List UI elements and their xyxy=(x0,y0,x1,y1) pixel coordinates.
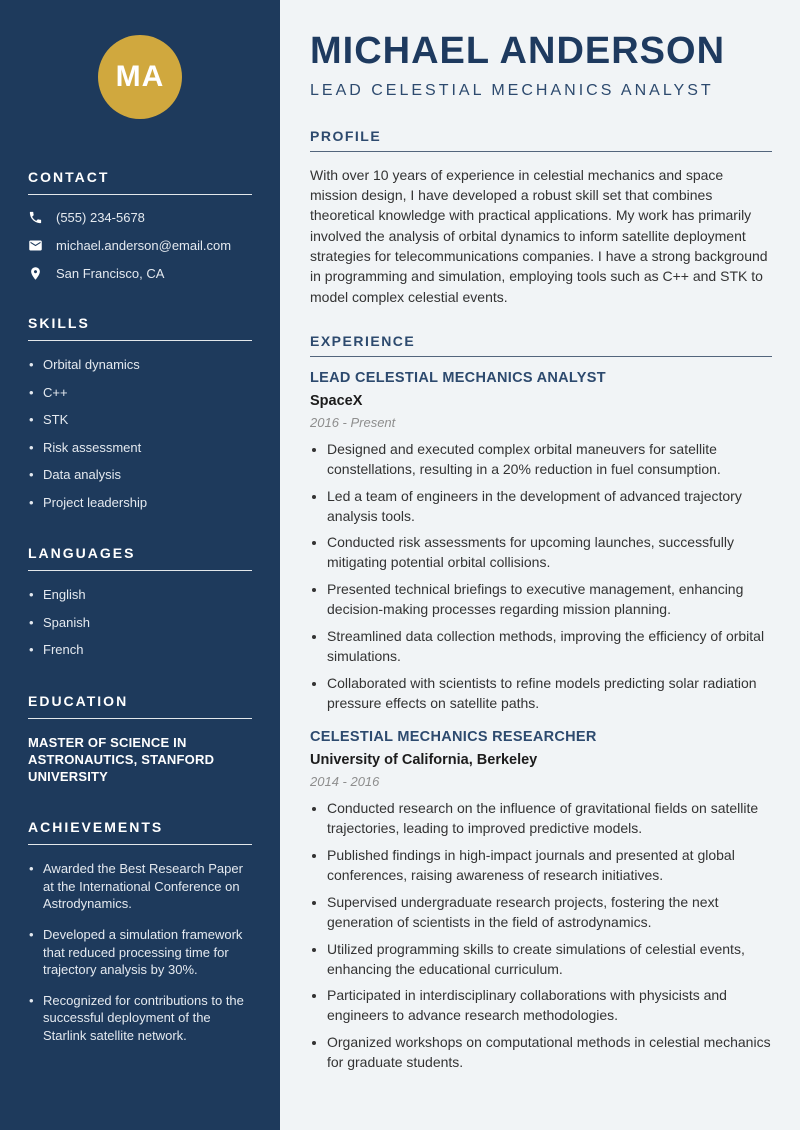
achievements-section xyxy=(28,819,252,1044)
experience-section xyxy=(310,333,772,1073)
bullet-item: • Streamlined data collection methods, improving the efficiency of orbital simulations. xyxy=(327,627,772,667)
bullet-item: • Published findings in high-impact journals and presented at global conferences, raising awareness of research initiatives. xyxy=(327,846,772,886)
skills-list xyxy=(28,356,252,511)
divider xyxy=(28,194,252,195)
experience-entry xyxy=(310,729,772,1073)
bullet-item: • Organized workshops on computational methods in celestial mechanics for graduate students. xyxy=(327,1033,772,1073)
bullet-item: • Collaborated with scientists to refine models predicting solar radiation pressure effects on satellite paths. xyxy=(327,674,772,714)
experience-entry xyxy=(310,370,772,714)
profile-section xyxy=(310,128,772,307)
location-icon xyxy=(28,266,43,281)
languages-list xyxy=(28,586,252,659)
languages-heading: LANGUAGES xyxy=(28,545,136,562)
list-item: • C++ xyxy=(28,384,252,402)
bullet-item: • Conducted risk assessments for upcoming launches, successfully mitigating potential orbital collisions. xyxy=(327,533,772,573)
list-item: • Developed a simulation framework that reduced processing time for trajectory analysis by 30%. xyxy=(28,926,252,979)
skills-section xyxy=(28,315,252,511)
job-title: LEAD CELESTIAL MECHANICS ANALYST xyxy=(310,369,606,386)
list-item: • Orbital dynamics xyxy=(28,356,252,374)
date-range: 2016 - Present xyxy=(310,414,396,430)
page-title: MICHAEL ANDERSON xyxy=(310,30,726,72)
main-content xyxy=(280,0,800,1130)
job-title: CELESTIAL MECHANICS RESEARCHER xyxy=(310,729,597,746)
bullet-item: • Supervised undergraduate research projects, fostering the next generation of scientists in the field of astrodynamics. xyxy=(327,893,772,933)
contact-heading: CONTACT xyxy=(28,169,110,185)
contact-location-row xyxy=(28,266,252,281)
list-item: • Data analysis xyxy=(28,466,252,484)
achievements-list xyxy=(28,860,252,1044)
contact-location-text: San Francisco, CA xyxy=(56,266,165,281)
experience-heading: EXPERIENCE xyxy=(310,332,416,349)
languages-section xyxy=(28,545,252,659)
bullet-item: • Designed and executed complex orbital maneuvers for satellite constellations, resulting in a 20% reduction in fuel consumption. xyxy=(327,440,772,480)
list-item: • French xyxy=(28,641,252,659)
list-item: • English xyxy=(28,586,252,604)
email-icon xyxy=(28,238,43,253)
list-item: • STK xyxy=(28,411,252,429)
divider xyxy=(310,356,772,357)
avatar xyxy=(98,35,182,119)
divider xyxy=(28,570,252,571)
company-name: University of California, Berkeley xyxy=(310,752,538,769)
education-degree: MASTER OF SCIENCE IN ASTRONAUTICS, STANFORD UNIVERSITY xyxy=(28,734,215,785)
job-subtitle: LEAD CELESTIAL MECHANICS ANALYST xyxy=(310,81,714,99)
education-section xyxy=(28,693,252,785)
achievements-heading: ACHIEVEMENTS xyxy=(28,819,164,836)
contact-email-text: michael.anderson@email.com xyxy=(56,238,232,253)
bullet-item: • Utilized programming skills to create simulations of celestial events, enhancing the educational curriculum. xyxy=(327,940,772,980)
divider xyxy=(28,340,252,341)
contact-email-row xyxy=(28,238,252,253)
avatar-initials: MA xyxy=(115,60,165,93)
list-item: • Project leadership xyxy=(28,494,252,512)
list-item: • Spanish xyxy=(28,614,252,632)
education-heading: EDUCATION xyxy=(28,692,129,709)
job-bullets xyxy=(310,440,772,714)
list-item: • Awarded the Best Research Paper at the International Conference on Astrodynamics. xyxy=(28,860,252,913)
divider xyxy=(28,718,252,719)
contact-phone-text: (555) 234-5678 xyxy=(56,210,145,225)
job-bullets xyxy=(310,799,772,1073)
bullet-item: • Participated in interdisciplinary collaborations with physicists and engineers to advance research methodologies. xyxy=(327,986,772,1026)
profile-heading: PROFILE xyxy=(310,127,382,144)
bullet-item: • Presented technical briefings to executive management, enhancing decision-making processes regarding mission planning. xyxy=(327,580,772,620)
bullet-item: • Conducted research on the influence of gravitational fields on satellite trajectories, leading to improved predictive models. xyxy=(327,799,772,839)
contact-phone-row xyxy=(28,210,252,225)
profile-text: With over 10 years of experience in celestial mechanics and space mission design, I have developed a robust skill set that combines theoretical knowledge with practical applications. My work has primarily involved the analysis of orbital dynamics to inform satellite deployment strategies for telecommunications companies. I have a strong background in programming and simulation, employing tools such as C++ and STK to model complex celestial events. xyxy=(310,166,768,305)
divider xyxy=(310,151,772,152)
list-item: • Recognized for contributions to the successful deployment of the Starlink satellite network. xyxy=(28,992,252,1045)
list-item: • Risk assessment xyxy=(28,439,252,457)
company-name: SpaceX xyxy=(310,392,363,409)
date-range: 2014 - 2016 xyxy=(310,774,380,790)
skills-heading: SKILLS xyxy=(28,315,90,331)
contact-section xyxy=(28,169,252,281)
divider xyxy=(28,844,252,845)
bullet-item: • Led a team of engineers in the development of advanced trajectory analysis tools. xyxy=(327,487,772,527)
sidebar xyxy=(0,0,280,1130)
phone-icon xyxy=(28,210,43,225)
